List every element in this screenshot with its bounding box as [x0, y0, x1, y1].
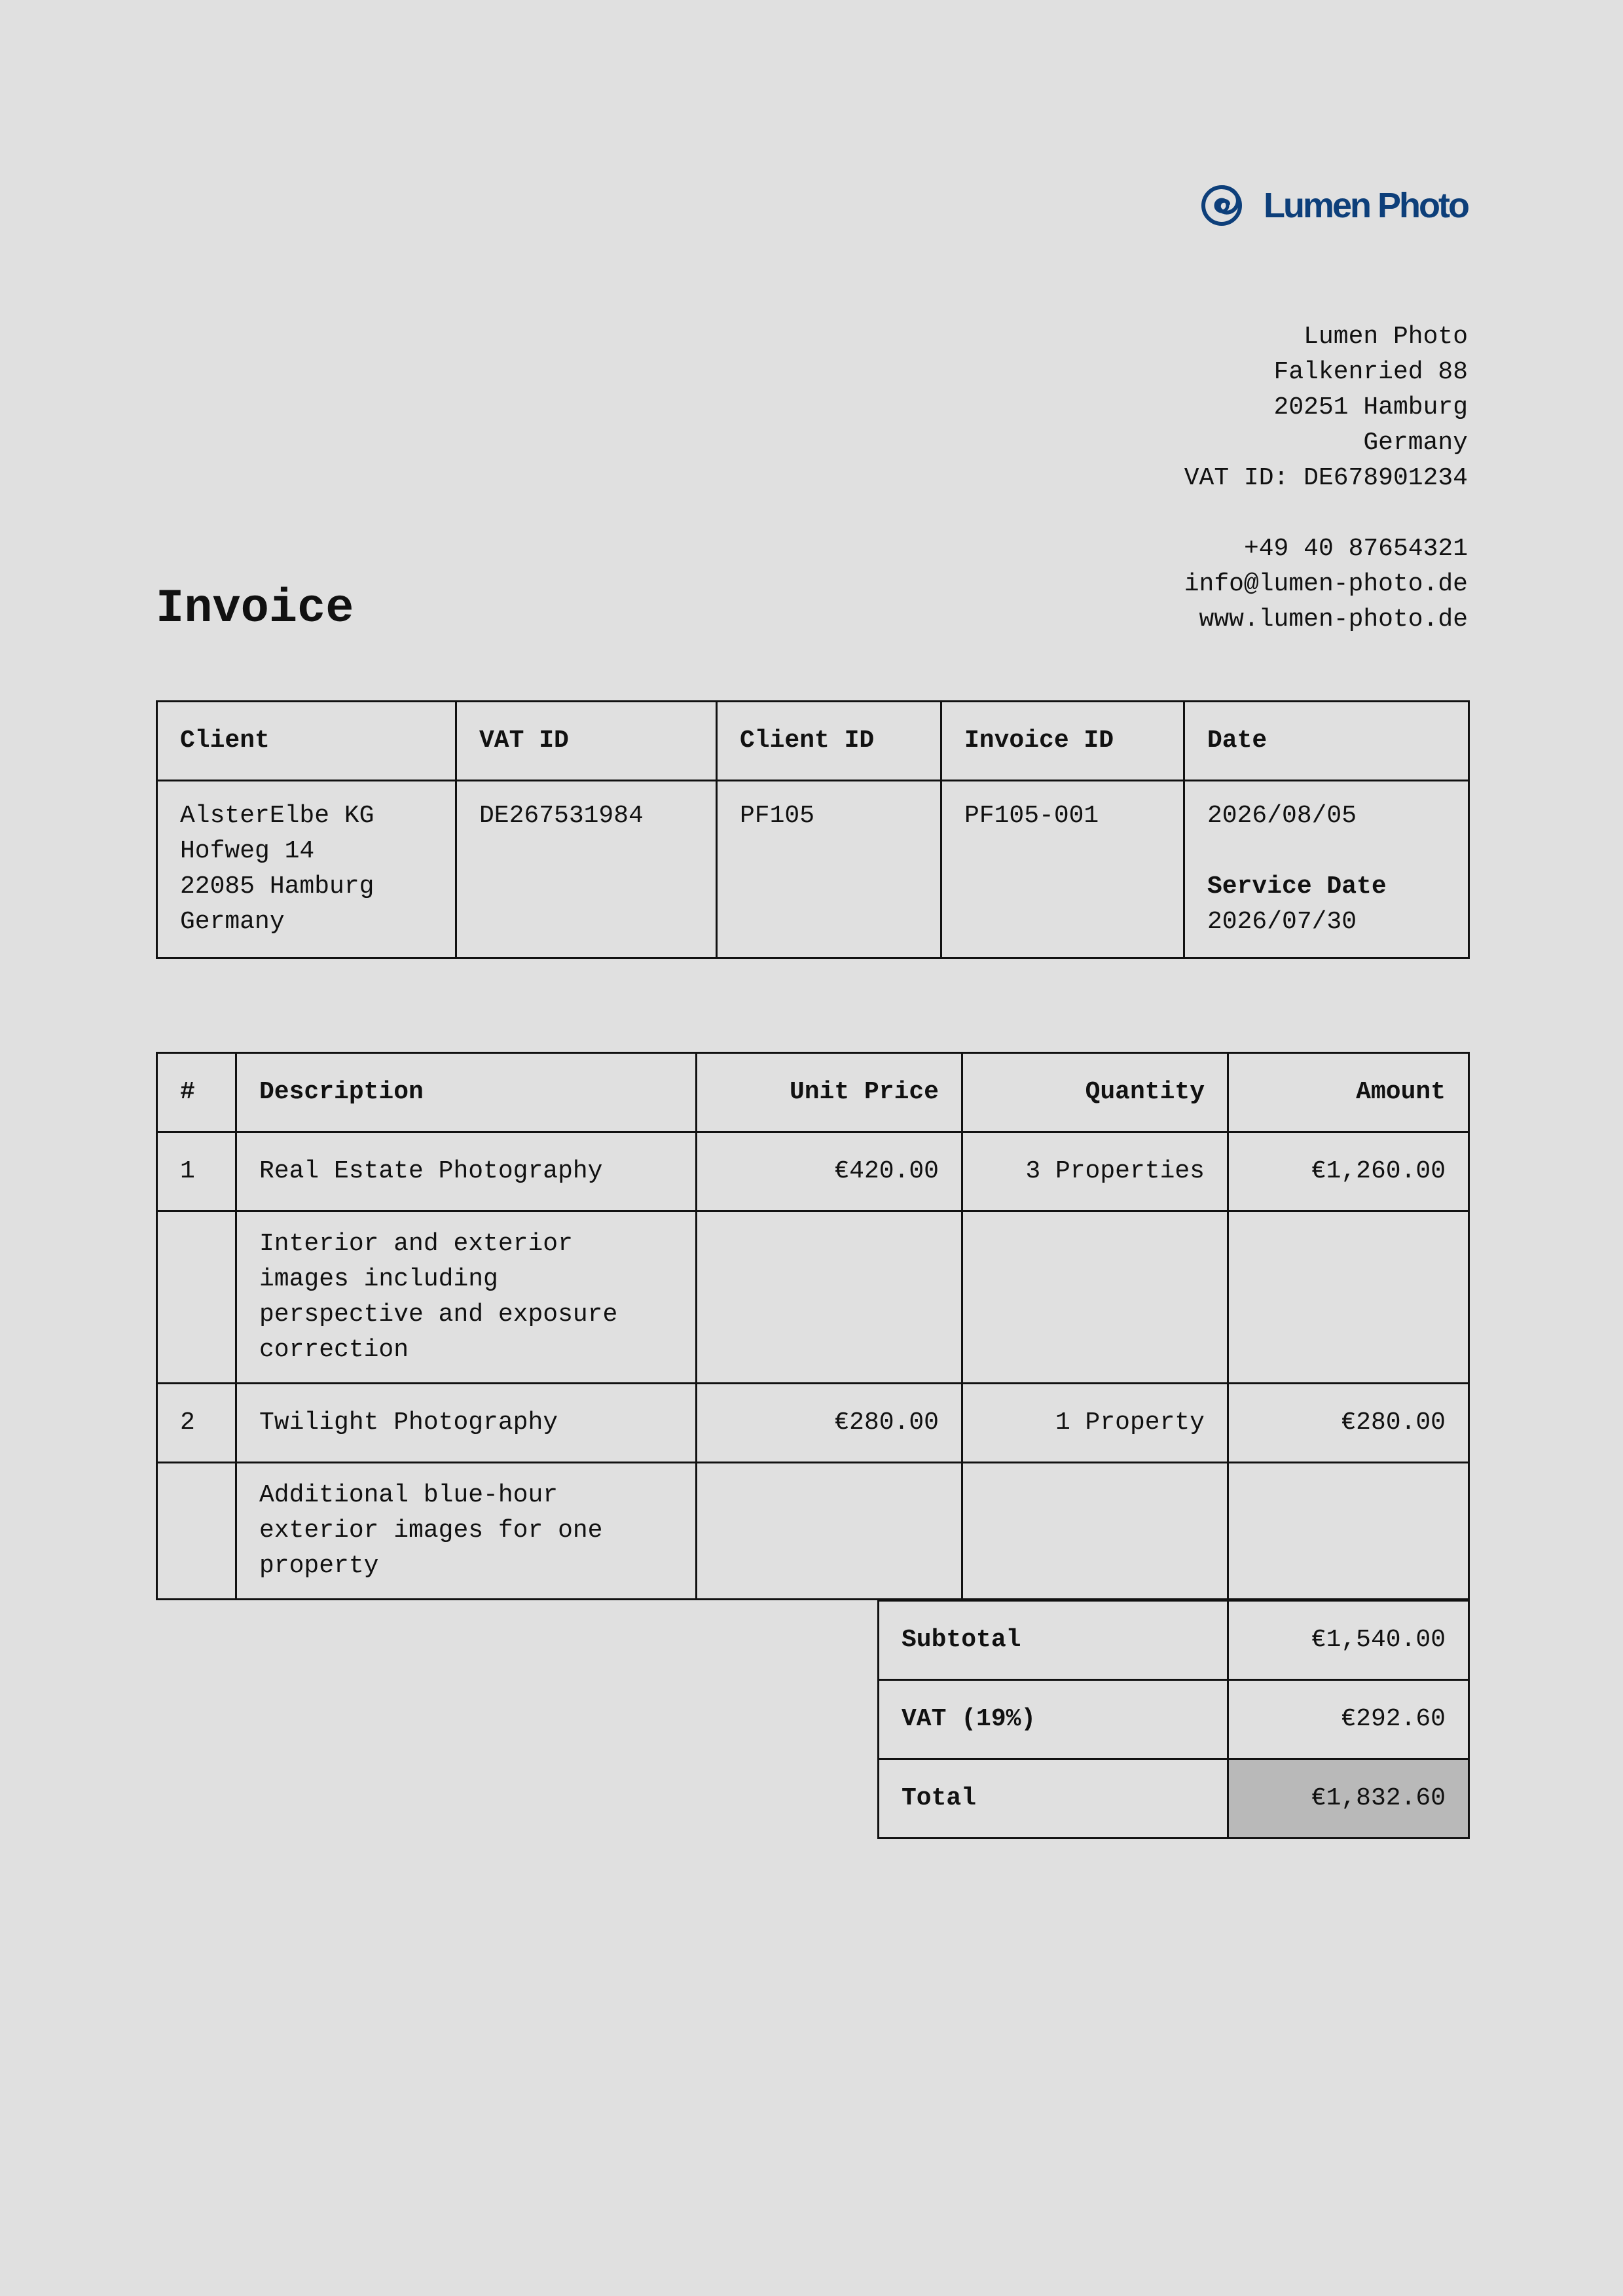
client-vat-id: DE267531984: [456, 781, 717, 958]
empty-cell: [697, 1463, 962, 1600]
sender-website[interactable]: www.lumen-photo.de: [1199, 605, 1468, 634]
info-header-row: [157, 702, 1469, 781]
items-header-row: [157, 1053, 1469, 1132]
sender-name: Lumen Photo: [1304, 323, 1468, 351]
service-date: 2026/07/30: [1207, 908, 1357, 936]
date-cell: [1184, 781, 1469, 958]
lens-swirl-icon: [1199, 183, 1256, 228]
table-row: [157, 1132, 1469, 1211]
sender-email[interactable]: info@lumen-photo.de: [1184, 570, 1468, 598]
sender-spacer: [1184, 496, 1468, 531]
client-city: 22085 Hamburg: [180, 872, 374, 901]
empty-cell: [157, 1211, 236, 1384]
amount-header: Amount: [1228, 1053, 1469, 1132]
item-title: Twilight Photography: [236, 1384, 697, 1463]
client-name: AlsterElbe KG: [180, 802, 374, 830]
client-id-header: Client ID: [717, 702, 941, 781]
sender-vat-id: VAT ID: DE678901234: [1184, 464, 1468, 492]
empty-cell: [962, 1463, 1228, 1600]
document-title: Invoice: [156, 582, 354, 636]
quantity-header: Quantity: [962, 1053, 1228, 1132]
unit-price-header: Unit Price: [697, 1053, 962, 1132]
subtotal-value: €1,540.00: [1228, 1601, 1469, 1680]
sender-address-block: [1184, 319, 1468, 637]
invoice-id-header: Invoice ID: [941, 702, 1184, 781]
vat-id-header: VAT ID: [456, 702, 717, 781]
item-title: Real Estate Photography: [236, 1132, 697, 1211]
item-number: 1: [157, 1132, 236, 1211]
subtotal-label: Subtotal: [879, 1601, 1228, 1680]
item-unit-price: €420.00: [697, 1132, 962, 1211]
vat-value: €292.60: [1228, 1680, 1469, 1759]
date-header: Date: [1184, 702, 1469, 781]
num-header: #: [157, 1053, 236, 1132]
sender-phone: +49 40 87654321: [1243, 535, 1468, 563]
empty-cell: [1228, 1211, 1469, 1384]
item-quantity: 3 Properties: [962, 1132, 1228, 1211]
table-row: [157, 1384, 1469, 1463]
client-address: [157, 781, 456, 958]
sender-street: Falkenried 88: [1273, 358, 1468, 386]
item-amount: €280.00: [1228, 1384, 1469, 1463]
empty-cell: [1228, 1463, 1469, 1600]
line-items-table: [156, 1052, 1470, 1600]
invoice-id-value: PF105-001: [941, 781, 1184, 958]
sender-country: Germany: [1363, 429, 1468, 457]
item-number: 2: [157, 1384, 236, 1463]
total-row: [879, 1759, 1469, 1839]
client-id-value: PF105: [717, 781, 941, 958]
vat-label: VAT (19%): [879, 1680, 1228, 1759]
vat-row: [879, 1680, 1469, 1759]
total-label: Total: [879, 1759, 1228, 1839]
empty-cell: [697, 1211, 962, 1384]
invoice-info-table: [156, 700, 1470, 959]
service-date-label: Service Date: [1207, 872, 1387, 901]
item-unit-price: €280.00: [697, 1384, 962, 1463]
item-details: Interior and exterior images including perspective and exposure correction: [236, 1211, 697, 1384]
invoice-date: 2026/08/05: [1207, 802, 1357, 830]
totals-table: [877, 1600, 1470, 1839]
date-spacer: [1207, 834, 1446, 869]
info-value-row: [157, 781, 1469, 958]
client-header: Client: [157, 702, 456, 781]
item-quantity: 1 Property: [962, 1384, 1228, 1463]
empty-cell: [157, 1463, 236, 1600]
client-country: Germany: [180, 908, 285, 936]
sender-city: 20251 Hamburg: [1273, 393, 1468, 422]
logo-text: Lumen Photo: [1264, 186, 1468, 225]
item-amount: €1,260.00: [1228, 1132, 1469, 1211]
company-logo: [1199, 182, 1468, 229]
empty-cell: [962, 1211, 1228, 1384]
description-header: Description: [236, 1053, 697, 1132]
subtotal-row: [879, 1601, 1469, 1680]
client-street: Hofweg 14: [180, 837, 315, 865]
table-row-details: [157, 1463, 1469, 1600]
total-value: €1,832.60: [1228, 1759, 1469, 1839]
table-row-details: [157, 1211, 1469, 1384]
item-details: Additional blue-hour exterior images for one property: [236, 1463, 697, 1600]
